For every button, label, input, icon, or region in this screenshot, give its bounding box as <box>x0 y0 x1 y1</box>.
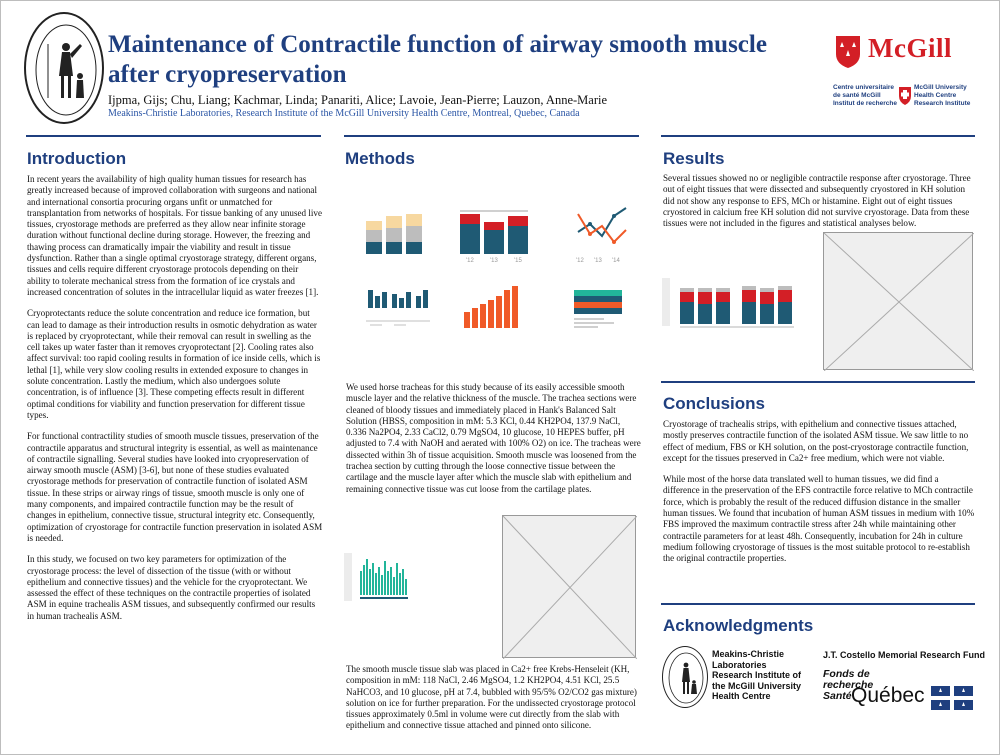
muhc-line: Health Centre <box>914 92 957 99</box>
intro-paragraph: In this study, we focused on two key parameters for optimization of the cryostorage process: the level of dissection of the tissue (with or without epithelium and connective tissues) and the vehicle for the cryoprotectant. We assessed the effect of these techniques on the contractile properties of isolated ASM in equine trachealis ASM tissues, and subsequently confirmed our results in human trachealis ASM. <box>27 554 316 621</box>
methods-paragraph: We used horse tracheas for this study because of its easily accessible smooth muscle layer and the relative thickness of the muscle. The trachea sections were cleaned of bloody tissues and immediately placed in Hank's Balanced Salt Solution (HBSS, composition in mM: 5.3 KCl, 0.44 KH2PO4, 137.9 NaCl, 0.336 Na2PO4, 2.33 CaCl2, 0.79 MgSO4, 10 glucose, 10 HEPES buffer, pH adjusted to 7.4 with NaOH and aerated with 100% O2) on ice. The tracheas were dissected within 3h of tissue acquisition. Smooth muscle was loosened from the trachea section by cutting through the loose connective tissue between the cartilage and the muscle layer after which the muscle slab with epithelium and remaining connective tissue was cut loose from the cartilage plates. <box>346 382 641 494</box>
year-tick: '12 <box>576 258 584 264</box>
muhc-logo-text <box>914 84 990 108</box>
methods-chart-icons <box>350 186 640 346</box>
muhc-logo-icon <box>898 84 912 106</box>
meakins-christie-seal <box>24 12 104 124</box>
cusm-line: de santé McGill <box>833 92 881 99</box>
intro-paragraph: For functional contractility studies of smooth muscle tissues, preservation of the contractile apparatus and structural integrity is essential, as well as maintenance of contractile signalling. Several studies have looked into cryopreservation of airway smooth muscle (ASM) [3-6], but none of these studies evaluated cryostorage methods for preservation of contractile function of isolated ASM tissue. In these strips or airway rings of tissue, smooth muscle is only one of many components, and impaired contractile function may be the result of changes in epithelium, connective tissue, structural integrity etc. Consequently, optimization of cryostorage for contractile function preservation in isolated ASM is needed. <box>27 431 323 543</box>
costello-fund: J.T. Costello Memorial Research Fund <box>823 650 986 660</box>
year-tick: '13 <box>490 258 498 264</box>
acknowledgments-heading: Acknowledgments <box>663 616 814 635</box>
methods-bar-thumbnail <box>344 553 424 609</box>
image-placeholder-icon <box>824 233 974 371</box>
cusm-line: Institut de recherche <box>833 100 897 107</box>
image-placeholder-icon <box>503 516 637 659</box>
muhc-line: Research Institute <box>914 100 971 107</box>
authors: Ijpma, Gijs; Chu, Liang; Kachmar, Linda; Panariti, Alice; Lavoie, Jean-Pierre; Lauzon, Anne-Marie <box>108 93 607 107</box>
results-rule <box>661 135 975 137</box>
ack-line: the McGill University <box>712 680 802 691</box>
results-paragraph: Several tissues showed no or negligible contractile response after cryostorage. Three out of eight tissues that were dissected and subsequently cryostored in KH solution did not show any response to EFS, MCh or histamine. Eight out of eight tissues cryostored in calcium free KH solution did not survive cryostorage. Data from these tissues were not included in the figures and statistical analyses below. <box>663 173 971 229</box>
methods-body-1 <box>346 382 642 505</box>
intro-rule <box>26 135 321 137</box>
small-bars-icon <box>366 290 430 326</box>
year-tick: '12 <box>466 258 474 264</box>
quebec-wordmark: Québec <box>851 684 925 707</box>
conclusions-paragraph: While most of the horse data translated well to human tissues, we did find a difference in the preservation of the EFS contractile force relative to MCh contractile force, which is probably the result of the reduced diffusion distance in the smaller human tissues. We found that incubation of human ASM tissues in medium with 10% FBS improved the maximum contractile stress after 24h while maintaining other contractile parameters for at least 48h. Consequently, incubation for 24h in culture medium following cryostorage of tissues is the most suitable protocol to re-establish the original contractile properties. <box>663 474 975 564</box>
methods-paragraph: The smooth muscle tissue slab was placed in Ca2+ free Krebs-Henseleit (KH, composition in mM: 118 NaCl, 2.46 MgSO4, 1.2 KH2PO4, 4.51 KCl, 25.5 NaHCO3, and 10 glucose, pH at 7.4, bubbled with 95/5% O2/CO2 gas mixture) solution on ice for further preparation. For the undissected cryostorage protocol tissues approximately 0.5ml in volume were cut directly from the slab with epithelium and connective tissue attached and pinned onto silicone. <box>346 664 637 731</box>
quebec-flag-icon <box>930 685 974 711</box>
year-tick: '13 <box>594 258 602 264</box>
methods-heading: Methods <box>345 149 415 168</box>
results-image-placeholder <box>823 232 973 370</box>
ack-line: Meakins-Christie <box>712 649 785 659</box>
mcgill-shield-icon <box>834 34 862 70</box>
frs-line: Santé <box>823 690 852 702</box>
stacked-bar-icon <box>366 214 422 254</box>
results-stacked-chart <box>662 278 812 338</box>
meakins-christie-small-seal <box>662 646 708 708</box>
year-tick: '14 <box>612 258 620 264</box>
conclusions-body <box>663 419 975 575</box>
introduction-body <box>27 174 323 632</box>
intro-paragraph: In recent years the availability of high quality human tissues for research has greatly increased because of improved collaboration with surgeons and national and international consortia procuring organs unfit or unmatched for transplantation from networks of hospitals. For tissue banking of any unused live tissues, cryostorage methods are preferred as they allow near infinite storage duration without functional decline during storage. However, the freezing and thawing process can dramatically impair the viability and result in tissue dysfunction. Rather than a single optimal cryostorage strategy, different organs, tissues and cells require different cryostorage protocols depending on their ability to tolerate mechanical stress from the formation of ice crystals and increased concentration of solutes in the intracellular liquid as water freezes [1]. <box>27 174 322 297</box>
poster-title: Maintenance of Contractile function of airway smooth muscle after cryopreservation <box>108 31 767 88</box>
conclusions-paragraph: Cryostorage of trachealis strips, with epithelium and connective tissues attached, mostly preserves contractile function of the isolated ASM tissue. We saw little to no effect of medium, FBS or KH solution, on the post-cryostorage contractile function, except for the tissues preserved in Ca2+ free medium, which were not viable. <box>663 419 969 463</box>
cusm-logo-text <box>833 84 899 108</box>
methods-rule <box>344 135 639 137</box>
meakins-christie-text <box>712 649 812 702</box>
ack-line: Laboratories <box>712 659 767 670</box>
conclusions-rule <box>661 381 975 383</box>
ack-line: Health Centre <box>712 691 771 701</box>
intro-paragraph: Cryoprotectants reduce the solute concentration and reduce ice formation, but can lead to damage as their introduction results in osmotic dehydration as water is replaced by cryoprotectant, while their removal can result in swelling as the cell takes up water faster than it removes cryoprotectant [2]. Cooling rates also affect survival: too rapid cooling results in formation of ice inside cells, which is lethal [1], while very slow cooling results in extended exposure to changes in solute concentration. Lastly the medium, which also undergoes solute concentration, is of influence [3]. These competing effects result in different optimal conditions for viability and function preservation for different tissue types. <box>27 308 321 420</box>
line-chart-icon <box>576 208 626 264</box>
results-heading: Results <box>663 149 725 168</box>
bar-pair-icon <box>460 210 528 264</box>
introduction-heading: Introduction <box>27 149 127 168</box>
muhc-line: McGill University <box>914 84 967 91</box>
acknowledgments-rule <box>661 603 975 605</box>
orange-bars-icon <box>464 286 518 328</box>
methods-image-placeholder <box>502 515 636 658</box>
affiliation: Meakins-Christie Laboratories, Research Institute of the McGill University Health Centre, Montreal, Quebec, Canada <box>108 108 580 119</box>
cusm-line: Centre universitaire <box>833 84 895 91</box>
year-tick: '15 <box>514 258 522 264</box>
ack-line: Research Institute of <box>712 670 802 680</box>
methods-body-2 <box>346 664 642 742</box>
results-body <box>663 173 975 239</box>
conclusions-heading: Conclusions <box>663 394 766 413</box>
frs-line: Fonds de recherche <box>823 668 874 691</box>
mcgill-wordmark: McGill <box>868 33 952 63</box>
multicolor-stack-icon <box>574 290 622 328</box>
